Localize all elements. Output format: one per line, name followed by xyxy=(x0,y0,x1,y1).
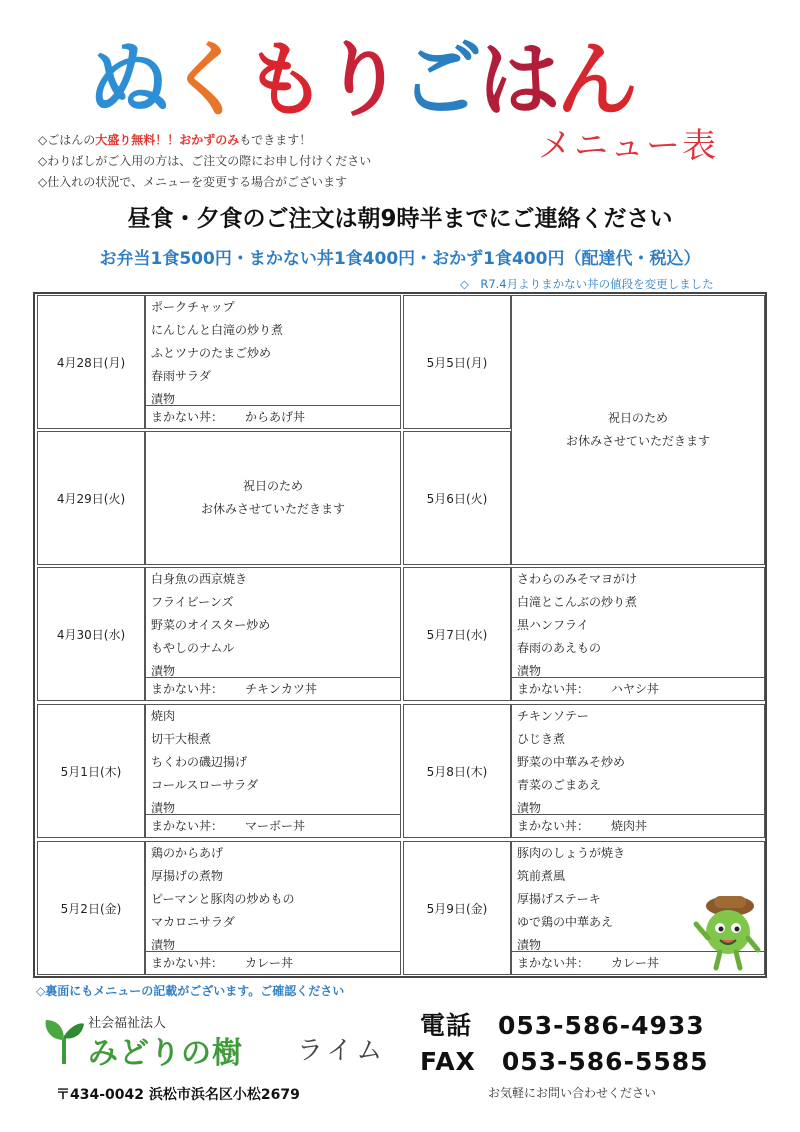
title-char: ご xyxy=(400,33,483,128)
don-value: チキンカツ丼 xyxy=(245,682,317,696)
date-cell xyxy=(37,431,145,565)
date-label: 5月7日(水) xyxy=(426,627,488,642)
menu-item: 筑前煮風 xyxy=(517,869,566,883)
menu-item: マカロニサラダ xyxy=(151,915,235,929)
date-cell xyxy=(403,431,511,565)
note-line-3: ◇仕入れの状況で、メニューを変更する場合がございます xyxy=(38,175,347,189)
don-label: まかない丼： xyxy=(151,819,224,833)
date-cell xyxy=(403,841,511,975)
closed-line-1: 祝日のため xyxy=(242,479,303,493)
menu-item: 春雨サラダ xyxy=(151,369,211,383)
title-char: く xyxy=(166,33,249,128)
date-label: 5月9日(金) xyxy=(426,901,488,916)
menu-item: もやしのナムル xyxy=(151,641,235,655)
closed-line-2: お休みさせていただきます xyxy=(565,434,710,448)
don-value: からあげ丼 xyxy=(245,410,306,424)
date-label: 5月2日(金) xyxy=(60,901,122,916)
date-label: 5月6日(火) xyxy=(426,491,488,506)
date-cell xyxy=(403,295,511,429)
corporation-name: みどりの樹 xyxy=(88,1036,243,1071)
date-cell xyxy=(37,841,145,975)
don-label: まかない丼： xyxy=(151,410,224,424)
menu-item: ちくわの磯辺揚げ xyxy=(151,755,248,769)
menu-item: にんじんと白滝の炒り煮 xyxy=(151,323,284,337)
menu-item: 漬物 xyxy=(151,392,176,406)
don-label: まかない丼： xyxy=(151,956,224,970)
don-value: カレー丼 xyxy=(611,956,660,970)
date-label: 5月1日(木) xyxy=(60,764,122,779)
menu-item: 春雨のあえもの xyxy=(517,641,602,655)
date-label: 5月8日(木) xyxy=(426,764,488,779)
menu-item: 漬物 xyxy=(517,801,542,815)
menu-item: 厚揚げの煮物 xyxy=(151,869,224,883)
date-label: 5月5日(月) xyxy=(426,355,488,370)
title-char: り xyxy=(322,33,405,128)
makanai-don-row xyxy=(146,677,400,700)
makanai-don-row xyxy=(512,814,764,837)
makanai-don-row xyxy=(146,405,400,428)
date-cell xyxy=(403,704,511,838)
menu-item: 白滝とこんぶの炒り煮 xyxy=(517,595,638,609)
menu-cell xyxy=(145,704,401,838)
menu-item: 野菜のオイスター炒め xyxy=(151,618,271,632)
note-line-1: ◇ごはんの大盛り無料！！おかずのみもできます！ xyxy=(38,133,312,147)
menu-item: ひじき煮 xyxy=(517,732,566,746)
branch-name: ライム xyxy=(297,1036,387,1066)
corporation-type: 社会福祉法人 xyxy=(88,1016,167,1031)
leaf-logo-icon xyxy=(42,1016,86,1066)
menu-item: フライビーンズ xyxy=(151,595,234,609)
note-line-2: ◇わりばしがご入用の方は、ご注文の際にお申し付けください xyxy=(38,154,372,168)
menu-item: 豚肉のしょうが焼き xyxy=(517,846,626,860)
title-logo xyxy=(88,22,728,128)
date-label: 4月28日(月) xyxy=(56,355,126,370)
title-char: ん xyxy=(556,33,639,128)
don-value: ハヤシ丼 xyxy=(611,682,659,696)
menu-item: ポークチャップ xyxy=(151,300,235,314)
menu-cell xyxy=(511,567,765,701)
closed-line-2: お休みさせていただきます xyxy=(200,502,345,516)
date-cell xyxy=(37,295,145,429)
notes xyxy=(38,130,371,193)
makanai-don-row xyxy=(512,677,764,700)
menu-item: ピーマンと豚肉の炒めもの xyxy=(151,892,295,906)
price-change-note: ◇ R7.4月よりまかない丼の値段を変更しました xyxy=(460,277,714,291)
don-label: まかない丼： xyxy=(517,956,590,970)
closed-notice xyxy=(145,431,401,565)
menu-item: 白身魚の西京焼き xyxy=(151,572,248,586)
menu-item: 漬物 xyxy=(151,938,176,952)
menu-item: 切干大根煮 xyxy=(151,732,212,746)
title-char: は xyxy=(478,33,561,128)
menu-item: チキンソテー xyxy=(517,709,589,723)
title-char: ぬ xyxy=(88,33,171,128)
menu-item: 厚揚げステーキ xyxy=(517,892,601,906)
menu-item: 漬物 xyxy=(151,801,176,815)
menu-cell xyxy=(145,567,401,701)
date-cell xyxy=(403,567,511,701)
menu-cell xyxy=(145,841,401,975)
date-cell xyxy=(37,567,145,701)
menu-subtitle: メニュー表 xyxy=(538,126,718,166)
menu-item: 野菜の中華みそ炒め xyxy=(517,755,626,769)
menu-item: ゆで鶏の中華あえ xyxy=(517,915,614,929)
don-label: まかない丼： xyxy=(517,819,590,833)
menu-item: 焼肉 xyxy=(151,709,176,723)
don-label: まかない丼： xyxy=(517,682,590,696)
date-label: 4月30日(水) xyxy=(56,627,126,642)
menu-item: さわらのみそマヨがけ xyxy=(517,572,638,586)
date-label: 4月29日(火) xyxy=(56,491,126,506)
menu-item: 漬物 xyxy=(517,938,542,952)
date-cell xyxy=(37,704,145,838)
don-value: マーボー丼 xyxy=(245,819,306,833)
don-label: まかない丼： xyxy=(151,682,224,696)
menu-table xyxy=(33,292,767,978)
menu-item: 鶏のからあげ xyxy=(151,846,224,860)
menu-item: コールスローサラダ xyxy=(151,778,259,792)
price-info: お弁当1食500円・まかない丼1食400円・おかず1食400円（配達代・税込） xyxy=(99,249,701,269)
address: 〒434-0042 浜松市浜名区小松2679 xyxy=(56,1087,300,1103)
phone-number: 電話 053-586-4933 xyxy=(420,1011,705,1040)
mascot-illustration xyxy=(692,890,762,972)
contact-note: お気軽にお問い合わせください xyxy=(488,1086,657,1100)
menu-item: 漬物 xyxy=(517,664,542,678)
order-deadline-headline: 昼食・夕食のご注文は朝9時半までにご連絡ください xyxy=(127,206,673,232)
closed-line-1: 祝日のため xyxy=(607,411,668,425)
makanai-don-row xyxy=(146,814,400,837)
menu-item: 青菜のごまあえ xyxy=(517,778,602,792)
menu-cell xyxy=(511,704,765,838)
back-side-note: ◇裏面にもメニューの記載がございます。ご確認ください xyxy=(36,984,345,998)
don-value: カレー丼 xyxy=(245,956,294,970)
don-value: 焼肉丼 xyxy=(611,819,648,833)
menu-item: 黒ハンフライ xyxy=(517,618,589,632)
title-char: も xyxy=(244,33,327,128)
menu-cell xyxy=(145,295,401,429)
menu-item: ふとツナのたまご炒め xyxy=(151,346,272,360)
closed-notice xyxy=(511,295,765,565)
makanai-don-row xyxy=(146,951,400,974)
menu-item: 漬物 xyxy=(151,664,176,678)
fax-number: FAX 053-586-5585 xyxy=(420,1047,709,1076)
